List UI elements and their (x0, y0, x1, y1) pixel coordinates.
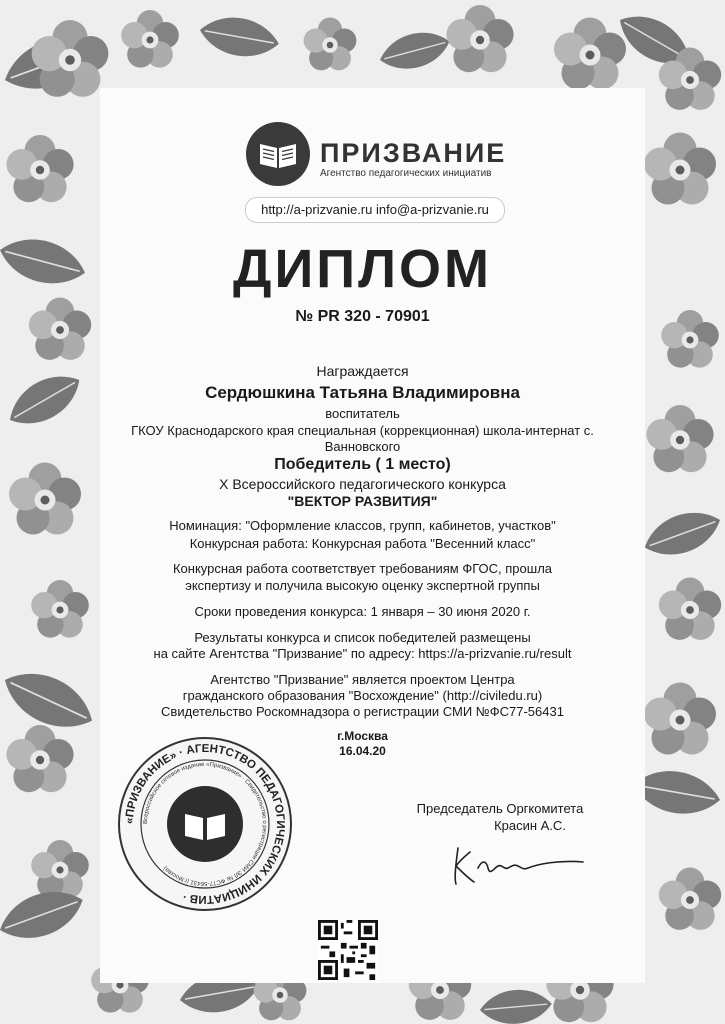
svg-text:Всероссийское сетевое издание: Всероссийское сетевое издание «Призвание» · Свидетельство о регистрации СМИ ЭЛ № ФС77-56431 (г.Москва) (142, 761, 268, 887)
contest-name: "ВЕКТОР РАЗВИТИЯ" (287, 493, 438, 509)
compliance-line-1: Конкурсная работа соответствует требованиям ФГОС, прошла (172, 561, 553, 576)
recipient-position: воспитатель (325, 406, 400, 421)
brand-name: ПРИЗВАНИЕ (320, 138, 507, 168)
organization-line-1: ГКОУ Краснодарского края специальная (коррекционная) школа-интернат с. (131, 423, 594, 438)
signature-block (360, 800, 640, 834)
issue-date: 16.04.20 (339, 744, 386, 758)
results-line-2: на сайте Агентства "Призвание" по адресу: https://a-prizvanie.ru/result (153, 646, 572, 661)
round-stamp (117, 736, 293, 912)
contact-links: http://a-prizvanie.ru info@a-prizvanie.ru (245, 197, 505, 223)
recipient-name: Сердюшкина Татьяна Владимировна (205, 383, 520, 402)
handwritten-signature (448, 838, 588, 888)
svg-text:«ПРИЗВАНИЕ» · АГЕНТСТВО ПЕДАГО: «ПРИЗВАНИЕ» · АГЕНТСТВО ПЕДАГОГИЧЕСКИХ ИНИЦИАТИВ · (123, 742, 287, 906)
brand-subtitle: Агентство педагогических инициатив (320, 168, 492, 179)
project-line-1: Агентство "Призвание" является проектом Центра (210, 672, 515, 687)
results-line-1: Результаты конкурса и список победителей размещены (194, 630, 531, 645)
compliance-line-2: экспертизу и получила высокую оценку экспертной группы (185, 578, 540, 593)
diploma-number: № PR 320 - 70901 (295, 308, 430, 325)
contest-dates: Сроки проведения конкурса: 1 января – 30 июня 2020 г. (194, 604, 531, 619)
project-line-3: Свидетельство Роскомнадзора о регистрации СМИ №ФС77-56431 (161, 704, 564, 719)
organization-line-2: Ванновского (324, 439, 401, 454)
brand-book-icon (246, 122, 310, 186)
city: г.Москва (337, 729, 388, 743)
awarded-label: Награждается (316, 363, 409, 379)
contest-line: X Всероссийского педагогического конкурса (219, 476, 506, 492)
nomination: Номинация: "Оформление классов, групп, кабинетов, участков" (169, 518, 556, 533)
result-place: Победитель ( 1 место) (274, 456, 451, 473)
signatory-role: Председатель Оргкомитета (416, 801, 584, 816)
signatory-name: Красин А.С. (494, 818, 566, 833)
project-line-2: гражданского образования "Восхождение" (http://civiledu.ru) (182, 688, 543, 703)
qr-code[interactable] (318, 920, 378, 980)
diploma-title: ДИПЛОМ (233, 239, 492, 299)
contest-work: Конкурсная работа: Конкурсная работа "Весенний класс" (189, 536, 536, 551)
